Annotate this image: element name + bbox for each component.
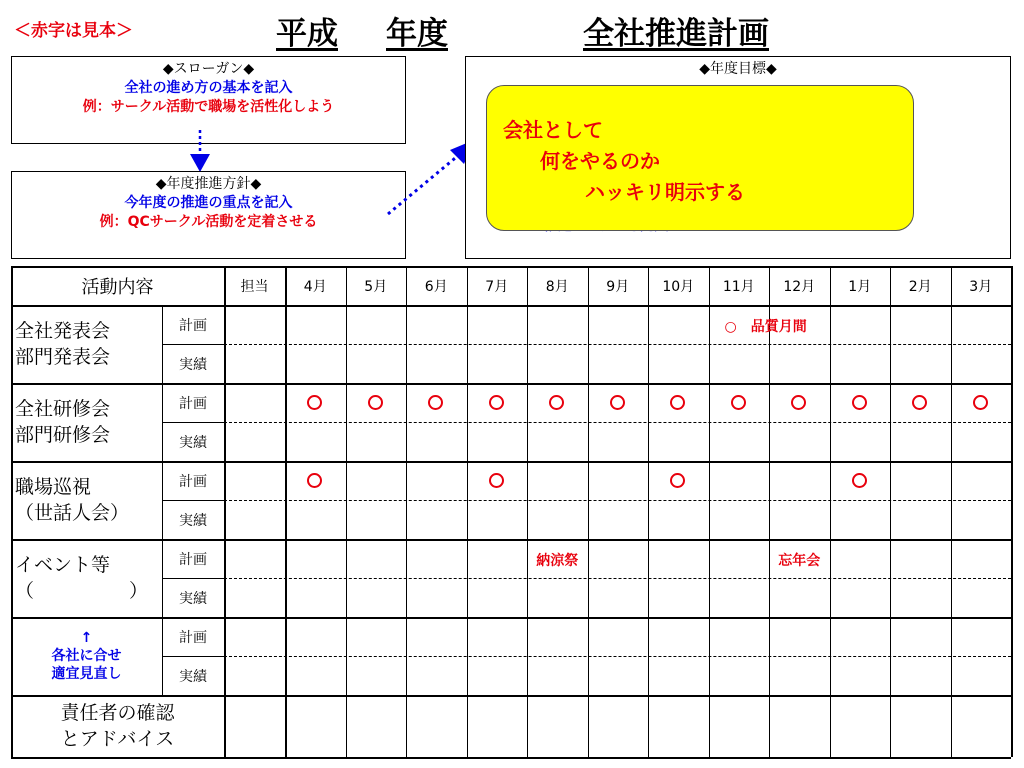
dashed-divider [224,344,1011,345]
adjust-note-line-1: 各社に合せ [51,648,122,664]
month-header-2: 5月 [364,278,388,295]
month-header-1: 4月 [303,278,327,295]
slogan-example: 例：サークル活動で職場を活性化しよう [82,99,335,115]
goal-heading: ◆年度目標◆ [699,61,777,77]
grid-line-v [769,266,770,757]
callout-line-3: ハッキリ明示する [585,180,745,204]
planned-circle-icon [912,395,927,410]
grid-line-v [346,266,347,757]
planned-circle-icon [670,473,685,488]
month-header-8: 11月 [722,278,755,295]
dashed-divider [224,500,1011,501]
grid-line-v [890,266,891,757]
plan-annotation: ○ 品質月間 [724,319,807,335]
grid-line-v [648,266,649,757]
event-label: 忘年会 [778,553,821,569]
header-activity: 活動内容 [81,276,154,298]
month-header-6: 9月 [606,278,630,295]
adjust-note [11,617,162,695]
callout-line-1: 会社として [503,118,603,142]
month-header-4: 7月 [485,278,509,295]
grid-line-v [527,266,528,757]
sample-note: ＜赤字は見本＞ [14,21,133,41]
actual-label: 実績 [179,356,207,373]
activity-name [15,305,162,383]
month-header-5: 8月 [545,278,569,295]
actual-label: 実績 [179,668,207,685]
planned-circle-icon [852,473,867,488]
grid-line-v [467,266,468,757]
activity-line-2: （世話人会） [15,502,130,524]
header-owner: 担当 [240,278,269,295]
month-header-3: 6月 [424,278,448,295]
activity-name [15,461,162,539]
planned-circle-icon [731,395,746,410]
month-header-11: 2月 [908,278,932,295]
grid-line-v [951,266,952,757]
planned-circle-icon [852,395,867,410]
activity-line-1: イベント等 [15,554,111,576]
planned-circle-icon [368,395,383,410]
planned-circle-icon [307,395,322,410]
responsible-confirmation [11,695,224,757]
policy-example: 例：QCサークル活動を定着させる [99,214,318,230]
activity-line-2: （ ） [15,580,149,602]
activity-name [15,383,162,461]
grid-line-v [830,266,831,757]
planned-circle-icon [428,395,443,410]
grid-line-v [285,266,287,757]
planned-circle-icon [791,395,806,410]
dashed-divider [224,422,1011,423]
plan-label: 計画 [179,551,207,568]
grid-line-v [224,266,226,757]
grid-line-h [11,757,1011,759]
planned-circle-icon [489,473,504,488]
plan-label: 計画 [179,395,207,412]
month-header-7: 10月 [662,278,695,295]
planned-circle-icon [549,395,564,410]
plan-label: 計画 [179,473,207,490]
planned-circle-icon [307,473,322,488]
activity-line-2: 部門研修会 [15,424,111,446]
callout-line-2: 何をやるのか [540,149,660,173]
title-year: 年度 [386,16,448,52]
policy-instruction: 今年度の推進の重点を記入 [124,195,293,211]
grid-line-v [406,266,407,757]
event-label: 納涼祭 [536,553,579,569]
dashed-divider [224,578,1011,579]
adjust-note-line-2: 適宜見直し [51,666,122,682]
month-header-10: 1月 [848,278,872,295]
month-header-9: 12月 [783,278,816,295]
plan-label: 計画 [179,629,207,646]
slogan-heading: ◆スローガン◆ [162,61,255,77]
up-arrow-icon: ↑ [80,630,93,646]
grid-line-v [709,266,710,757]
actual-label: 実績 [179,590,207,607]
plan-label: 計画 [179,317,207,334]
activity-line-2: 部門発表会 [15,346,111,368]
planned-circle-icon [489,395,504,410]
title-prefix: 平成 [276,16,338,52]
activity-line-1: 全社研修会 [15,398,111,420]
activity-line-1: 全社発表会 [15,320,111,342]
policy-heading: ◆年度推進方針◆ [155,176,262,192]
grid-line-v [588,266,589,757]
month-header-12: 3月 [969,278,993,295]
activity-name [15,539,162,617]
dashed-divider [224,656,1011,657]
planned-circle-icon [670,395,685,410]
footer-line-1: 責任者の確認 [60,702,175,724]
actual-label: 実績 [179,434,207,451]
slogan-instruction: 全社の進め方の基本を記入 [124,80,293,96]
activity-line-1: 職場巡視 [15,476,92,498]
footer-line-2: とアドバイス [60,728,175,750]
grid-line-v [1011,266,1013,757]
planned-circle-icon [610,395,625,410]
planned-circle-icon [973,395,988,410]
actual-label: 実績 [179,512,207,529]
title-name: 全社推進計画 [583,16,769,52]
